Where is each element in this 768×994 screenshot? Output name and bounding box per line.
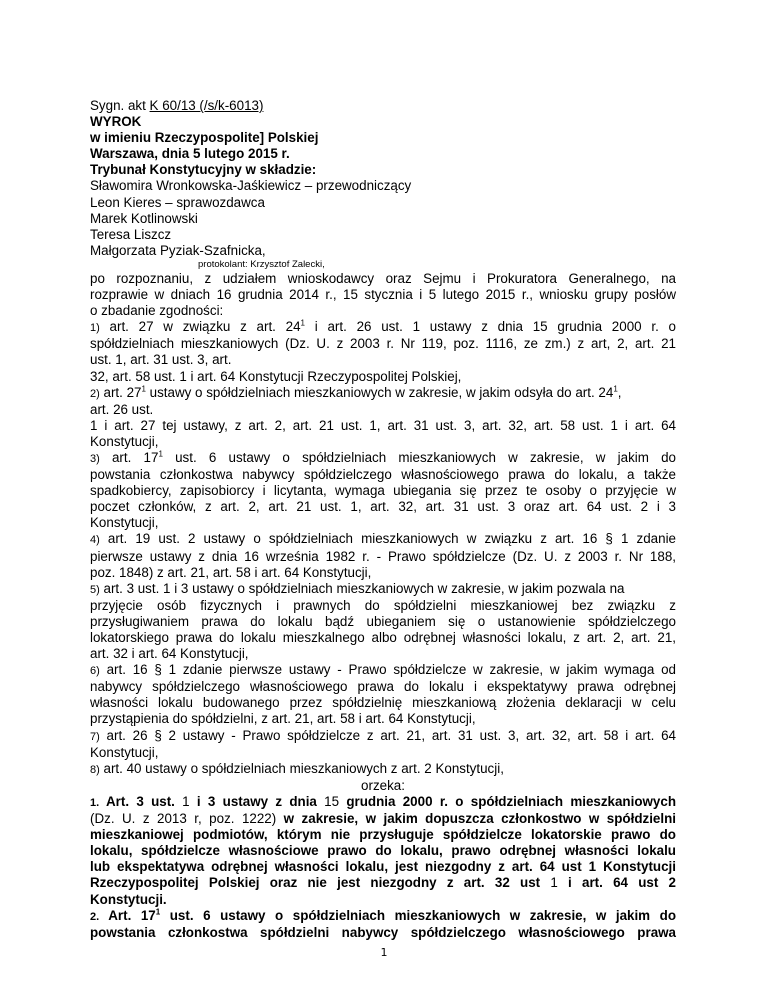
point-6-line: przystąpienia do spółdzielni, z art. 21, art. 58 i art. 64 Konstytucji, (90, 711, 476, 727)
panel-member: Sławomira Wronkowska-Jaśkiewicz – przewodniczący (90, 178, 412, 194)
point-2: 2) art. $27^1$ ustawy o spółdzielniach mieszkaniowych w zakresie, w jakim odsyła do art. $24^1$, (90, 384, 622, 400)
court-composition-heading: Trybunał Konstytucyjny w składzie: (90, 162, 317, 178)
ruling-heading: orzeka: (361, 777, 405, 793)
point-5: 5) art. 3 ust. 1 i 3 ustawy o spółdzielniach mieszkaniowych w zakresie, w jakim pozwala na (90, 580, 625, 596)
point-4: 4) art. 19 ust. 2 ustawy o spółdzielniach mieszkaniowych w związku z art. 16 § 1 zdanie (90, 531, 676, 547)
verdict-1-line: mieszkaniowej podmiotów, którym nie przysługuje spółdzielcze lokatorskie prawo do (90, 827, 676, 843)
point-7: 7) art. 26 § 2 ustawy - Prawo spółdzielcze z art. 21, art. 31 ust. 3, art. 32, art. 58 i art. 64 (90, 727, 676, 743)
document-title: WYROK (90, 114, 142, 130)
judgment-text (90, 98, 676, 941)
point-3-line: spadkobiercy, zapisobiorcy i licytanta, wymaga ubiegania się przez te osoby o przyjęcie w (90, 483, 676, 499)
point-5-line: lokatorskiego prawa do lokalu mieszkalnego albo odrębnej własności lokalu, z art. 2, art. 21, (90, 630, 676, 645)
case-signature-link[interactable]: K 60/13 (/s/k-6013) (149, 98, 264, 113)
verdict-1-line: Konstytucji. (90, 891, 167, 907)
point-4-line: pierwsze ustawy z dnia 16 września 1982 r. - Prawo spółdzielcze (Dz. U. z 2003 r. Nr 188, (90, 548, 676, 564)
point-3: 3) art. $17^1$ ust. 6 ustawy o spółdzielniach mieszkaniowych w zakresie, w jakim do (90, 449, 676, 465)
point-1-line: spółdzielniach mieszkaniowych (Dz. U. z 2003 r. Nr 119, poz. 1116, ze zm.) z art, 2, art. 21 (90, 336, 676, 352)
point-8: 8) art. 40 ustawy o spółdzielniach mieszkaniowych z art. 2 Konstytucji, (90, 760, 504, 776)
point-1-line: 32, art. 58 ust. 1 i art. 64 Konstytucji Rzeczypospolitej Polskiej, (90, 368, 462, 384)
verdict-1-line: lokalu, spółdzielcze własnościowe prawo do lokalu, prawo odrębnej własności lokalu (90, 843, 676, 859)
point-3-line: powstania członkostwa nabywcy spółdzielczego własnościowego prawa do lokalu, a także (90, 467, 676, 483)
panel-member: Teresa Liszcz (90, 226, 172, 242)
document-subtitle: w imieniu Rzeczypospolite] Polskiej (90, 130, 319, 146)
point-5-line: przyjęcie osób fizycznych i prawnych do spółdzielni mieszkaniowej bez związku z (90, 597, 676, 613)
point-5-line: art. 32 i art. 64 Konstytucji, (90, 646, 249, 662)
verdict-1-line: Rzeczypospolitej Polskiej oraz nie jest niezgodny z art. 32 ust 1 i art. 64 ust 2 (90, 875, 676, 891)
point-3-line: poczet członków, z art. 2, art. 21 ust. 1, art. 32, art. 31 ust. 3 oraz art. 64 ust. 2 i 3 (90, 499, 676, 515)
point-1-line: ust. 1, art. 31 ust. 3, art. (90, 352, 232, 368)
verdict-1-line: (Dz. U. z 2013 r, poz. 1222) w zakresie, w jakim dopuszcza członkostwo w spółdzielni (90, 811, 676, 827)
recorder-note: protokolant: Krzysztof Zalecki, (198, 258, 325, 270)
verdict-2: 2. Art. $17^1$ ust. 6 ustawy o spółdzielniach mieszkaniowych w zakresie, w jakim do (90, 907, 676, 923)
point-2-line: Konstytucji, (90, 433, 159, 449)
verdict-1: 1. Art. 3 ust. 1 i 3 ustawy z dnia 15 grudnia 2000 r. o spółdzielniach mieszkaniowych (90, 793, 677, 809)
verdict-1-line: lub ekspektatywa odrębnej własności lokalu, jest niezgodny z art. 64 ust 1 Konstytucji (90, 859, 676, 875)
point-4-line: poz. 1848) z art. 21, art. 58 i art. 64 Konstytucji, (90, 564, 372, 580)
verdict-2-line: powstania członkostwa spółdzielni nabywcy spółdzielczego własnościowego prawa (90, 924, 676, 940)
point-2-line: 1 i art. 27 tej ustawy, z art. 2, art. 21 ust. 1, art. 31 ust. 3, art. 32, art. 58 ust. 1 i art. 64 (90, 417, 676, 433)
point-3-line: Konstytucji, (90, 515, 159, 531)
date-line: Warszawa, dnia 5 lutego 2015 r. (90, 146, 290, 162)
panel-member: Marek Kotlinowski (90, 210, 198, 226)
point-2-line: art. 26 ust. (90, 401, 154, 417)
point-6-line: własności lokalu budowanego przez spółdzielnię mieszkaniową złożenia deklaracji w celu (90, 695, 676, 711)
panel-member: Leon Kieres – sprawozdawca (90, 194, 265, 210)
point-6-line: nabywcy spółdzielczego własnościowego prawa do lokalu i ekspektatywy prawa odrębnej (90, 679, 676, 695)
panel-member: Małgorzata Pyziak-Szafnicka, (90, 242, 266, 258)
point-7-line: Konstytucji, (90, 744, 159, 760)
intro-line: o zbadanie zgodności: (90, 303, 224, 319)
point-5-line: przysługiwaniem prawa do lokalu bądź ubieganiem się o ustanowienie spółdzielczego (90, 613, 676, 629)
intro-line: rozprawie w dniach 16 grudnia 2014 r., 15 stycznia i 5 lutego 2015 r., wniosku grupy posłów (90, 287, 676, 303)
case-signature: Sygn. akt K 60/13 (/s/k-6013) (90, 98, 264, 113)
intro-line: po rozpoznaniu, z udziałem wnioskodawcy oraz Sejmu i Prokuratora Generalnego, na (90, 270, 676, 286)
page-number: 1 (380, 946, 388, 959)
point-1: 1) art. 27 w związku z art. $24^1$ i art. 26 ust. 1 ustawy z dnia 15 grudnia 2000 r. o (90, 318, 676, 335)
point-6: 6) art. 16 § 1 zdanie pierwsze ustawy - Prawo spółdzielcze w zakresie, w jakim wymaga od (90, 662, 676, 678)
